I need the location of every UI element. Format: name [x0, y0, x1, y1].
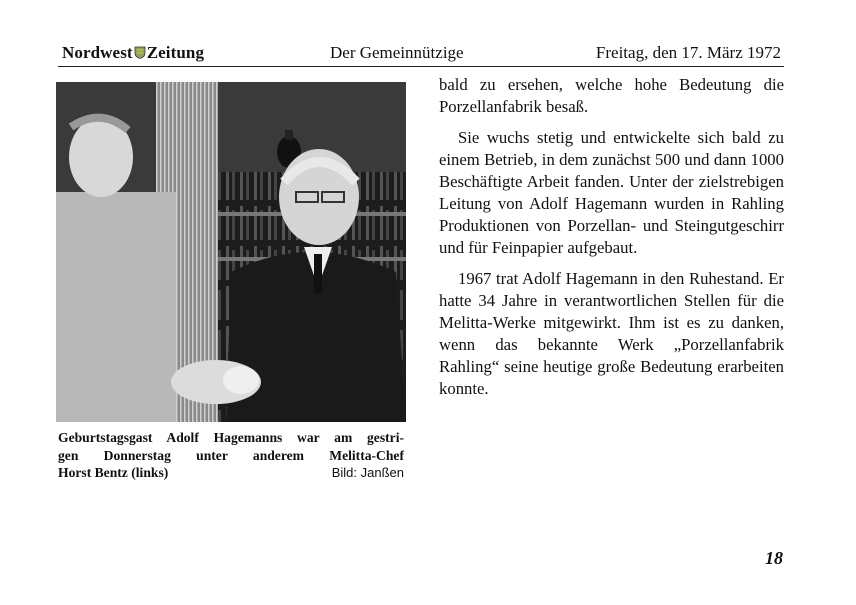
caption-line-1: Geburtstagsgast Adolf Hagemanns war am gestri-	[58, 430, 404, 445]
article-paragraph-2: Sie wuchs stetig und entwickelte sich bald zu einem Betrieb, in dem zunächst 500 und dann 1000 Beschäftigte Arbeit fanden. Unter der zielstrebigen Leitung von Adolf Hagemann wurden in Rahling Produktionen von Porzellan- und Steingutgeschirr und für Feinpapier aufgebaut.	[439, 128, 784, 257]
newspaper-name-part1: Nordwest	[62, 43, 133, 62]
photo-caption	[58, 429, 404, 482]
caption-line-3: Horst Bentz (links)	[58, 465, 169, 480]
page-header	[58, 42, 784, 67]
photo-credit: Bild: Janßen	[331, 465, 404, 480]
newspaper-name-part2: Zeitung	[146, 43, 205, 62]
newspaper-name	[62, 43, 204, 63]
caption-line-2: gen Donnerstag unter anderem Melitta-Chef	[58, 447, 404, 463]
page-number: 18	[765, 548, 783, 568]
caption-line-3-row	[58, 464, 404, 482]
article-paragraph-1: bald zu ersehen, welche hohe Bedeutung die Porzellanfabrik besaß.	[439, 75, 784, 116]
crest-icon	[134, 46, 146, 59]
photo-image	[56, 82, 406, 422]
section-title: Der Gemeinnützige	[330, 43, 464, 62]
article-column	[439, 74, 784, 409]
issue-date: Freitag, den 17. März 1972	[595, 43, 781, 62]
newspaper-photo	[56, 82, 406, 422]
article-paragraph-3: 1967 trat Adolf Hagemann in den Ruhestand. Er hatte 34 Jahre in verantwortlichen Stellen für die Melitta-Werke mitgewirkt. Ihm ist es zu danken, wenn das bekannte Werk „Porzellanfabrik Rahling“ seine heutige große Bedeutung erarbeiten konnte.	[439, 269, 784, 398]
